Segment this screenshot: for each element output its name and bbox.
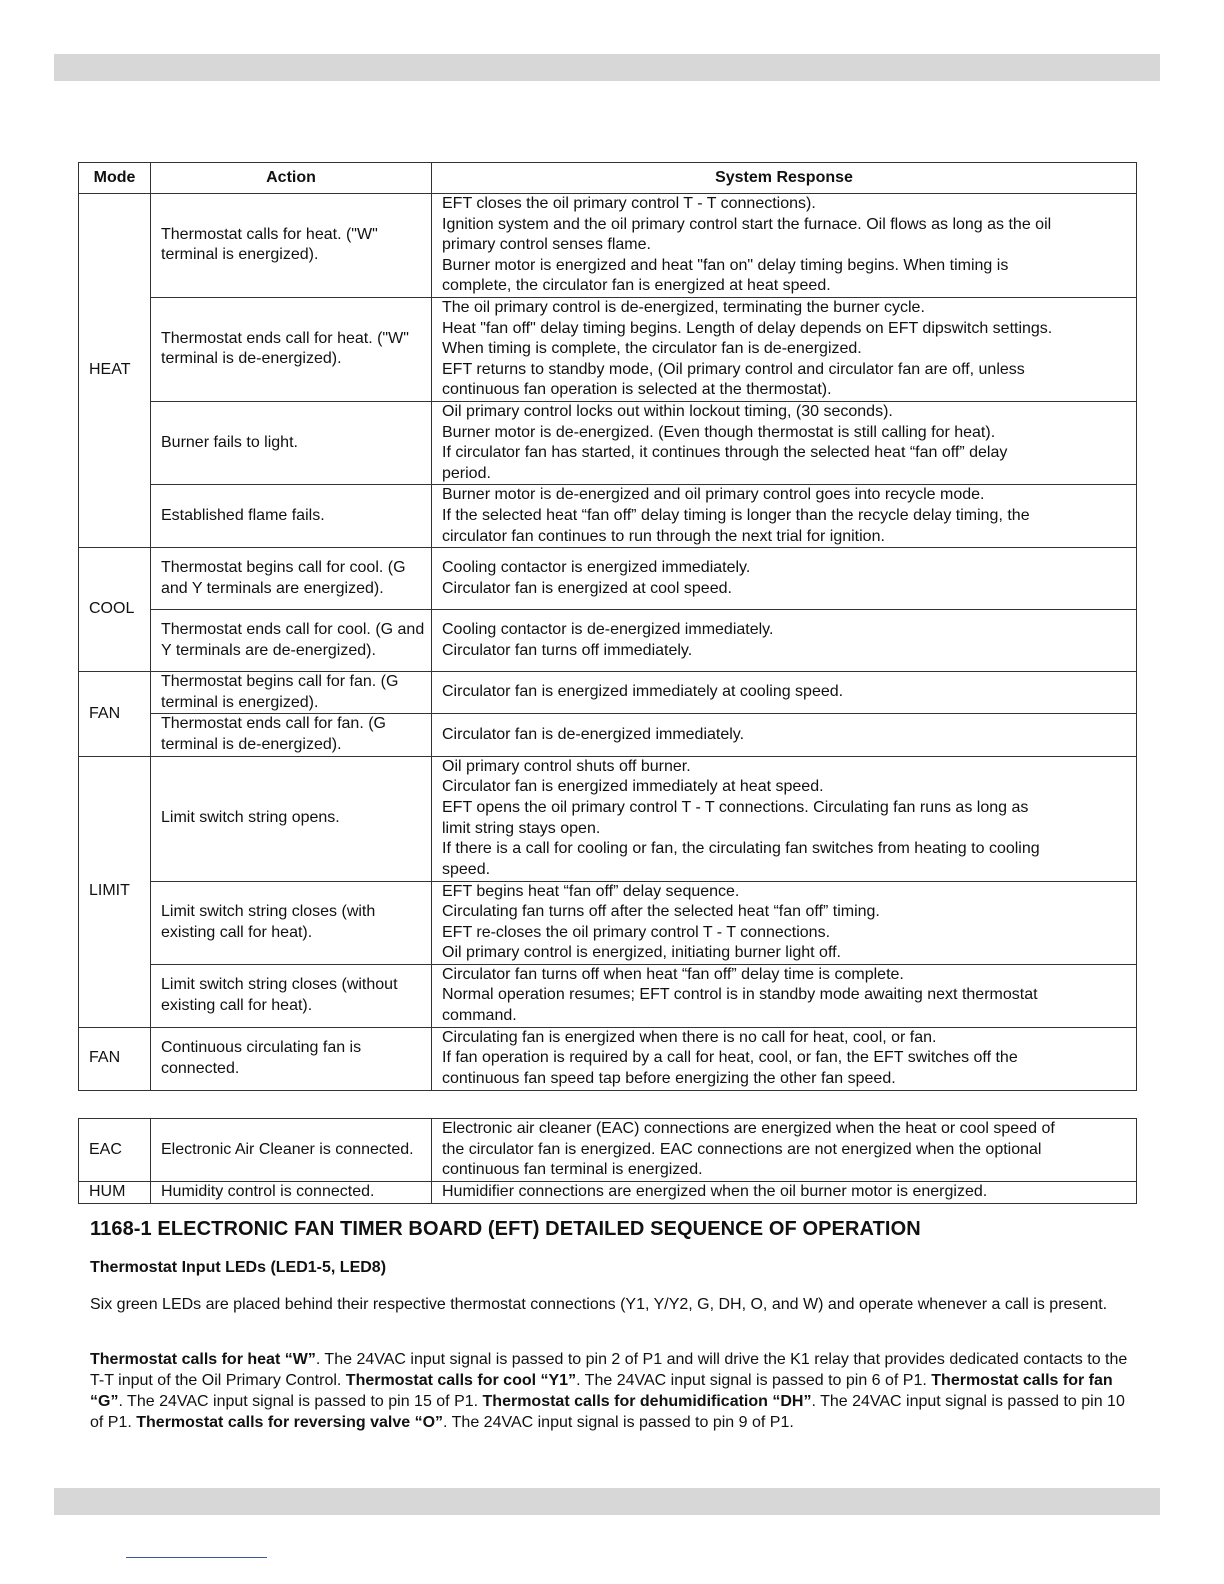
mode-cell-fan-continuous: FAN xyxy=(79,1027,151,1090)
action-cell: Thermostat begins call for fan. (G terminal is energized). xyxy=(151,672,432,714)
action-cell: Limit switch string opens. xyxy=(151,756,432,881)
table-row xyxy=(79,714,1137,756)
mode-cell-hum: HUM xyxy=(79,1182,151,1204)
action-cell: Limit switch string closes (with existing call for heat). xyxy=(151,881,432,964)
response-cell: Cooling contactor is de-energized immediately. Circulator fan turns off immediately. xyxy=(432,610,1137,672)
table-row xyxy=(79,1119,1137,1182)
section-subtitle: Thermostat Input LEDs (LED1-5, LED8) xyxy=(90,1259,387,1276)
table-row xyxy=(79,610,1137,672)
response-cell: Burner motor is de-energized and oil primary control goes into recycle mode. If the selected heat “fan off” delay timing is longer than the recycle delay timing, the circulator fan continues to run through the next trial for ignition. xyxy=(432,485,1137,548)
response-cell: EFT begins heat “fan off” delay sequence. Circulating fan turns off after the selected heat “fan off” timing. EFT re-closes the oil primary control T - T connections. Oil primary control is energized, initiating burner light off. xyxy=(432,881,1137,964)
mode-cell-fan: FAN xyxy=(79,672,151,756)
action-cell: Electronic Air Cleaner is connected. xyxy=(151,1119,432,1182)
table-row xyxy=(79,756,1137,881)
mode-cell-cool: COOL xyxy=(79,548,151,672)
action-cell: Burner fails to light. xyxy=(151,401,432,484)
accessory-table xyxy=(78,1118,1137,1204)
action-cell: Thermostat calls for heat. ("W" terminal is energized). xyxy=(151,194,432,298)
response-cell: Oil primary control locks out within lockout timing, (30 seconds). Burner motor is de-energized. (Even though thermostat is still calling for heat). If circulator fan has started, it continues through the selected heat “fan off” delay period. xyxy=(432,401,1137,484)
sequence-of-operation-table xyxy=(78,162,1137,1091)
table-row xyxy=(79,297,1137,401)
column-header-mode: Mode xyxy=(79,163,151,194)
footer-rule xyxy=(126,1557,267,1558)
thermostat-calls-paragraph xyxy=(90,1349,1130,1433)
column-header-system-response: System Response xyxy=(432,163,1137,194)
call-label: Thermostat calls for cool “Y1” xyxy=(345,1372,577,1389)
column-header-action: Action xyxy=(151,163,432,194)
call-label: Thermostat calls for fan “G” xyxy=(90,1372,1113,1410)
response-cell: Cooling contactor is energized immediately. Circulator fan is energized at cool speed. xyxy=(432,548,1137,610)
intro-paragraph: Six green LEDs are placed behind their respective thermostat connections (Y1, Y/Y2, G, DH, O, and W) and operate whenever a call is present. xyxy=(90,1296,1108,1313)
mode-cell-heat: HEAT xyxy=(79,194,151,548)
action-cell: Humidity control is connected. xyxy=(151,1182,432,1204)
call-text: . The 24VAC input signal is passed to pin 15 of P1. xyxy=(118,1393,483,1410)
call-text: . The 24VAC input signal is passed to pin 6 of P1. xyxy=(576,1372,932,1389)
table-row xyxy=(79,964,1137,1027)
mode-cell-limit: LIMIT xyxy=(79,756,151,1027)
table-row xyxy=(79,548,1137,610)
response-cell: Electronic air cleaner (EAC) connections are energized when the heat or cool speed of the circulator fan is energized. EAC connections are not energized when the optional continuous fan terminal is energized. xyxy=(432,1119,1137,1182)
action-cell: Limit switch string closes (without existing call for heat). xyxy=(151,964,432,1027)
response-cell: Oil primary control shuts off burner. Circulator fan is energized immediately at heat speed. EFT opens the oil primary control T - T connections. Circulating fan runs as long as limit string stays open. If there is a call for cooling or fan, the circulating fan switches from heating to cooling speed. xyxy=(432,756,1137,881)
call-label: Thermostat calls for reversing valve “O” xyxy=(136,1414,444,1431)
table-row xyxy=(79,1027,1137,1090)
response-cell: Circulator fan is energized immediately at cooling speed. xyxy=(432,672,1137,714)
call-label: Thermostat calls for heat “W” xyxy=(90,1351,316,1368)
response-cell: Circulating fan is energized when there is no call for heat, cool, or fan. If fan operation is required by a call for heat, cool, or fan, the EFT switches off the continuous fan speed tap before energizing the other fan speed. xyxy=(432,1027,1137,1090)
action-cell: Thermostat begins call for cool. (G and Y terminals are energized). xyxy=(151,548,432,610)
table-row xyxy=(79,881,1137,964)
section-title: 1168-1 ELECTRONIC FAN TIMER BOARD (EFT) DETAILED SEQUENCE OF OPERATION xyxy=(90,1218,921,1240)
action-cell: Established flame fails. xyxy=(151,485,432,548)
response-cell: Circulator fan turns off when heat “fan off” delay time is complete. Normal operation resumes; EFT control is in standby mode awaiting next thermostat command. xyxy=(432,964,1137,1027)
action-cell: Thermostat ends call for fan. (G terminal is de-energized). xyxy=(151,714,432,756)
call-text: . The 24VAC input signal is passed to pin 10 of P1. xyxy=(90,1393,1125,1431)
response-cell: EFT closes the oil primary control T - T connections). Ignition system and the oil primary control start the furnace. Oil flows as long as the oil primary control senses flame. Burner motor is energized and heat "fan on" delay timing begins. When timing is complete, the circulator fan is energized at heat speed. xyxy=(432,194,1137,298)
header-bar xyxy=(54,54,1160,81)
call-text: . The 24VAC input signal is passed to pin 2 of P1 and will drive the K1 relay that provides dedicated contacts to the T-T input of the Oil Primary Control. xyxy=(90,1351,1128,1389)
response-cell: Circulator fan is de-energized immediately. xyxy=(432,714,1137,756)
footer-bar xyxy=(54,1488,1160,1515)
action-cell: Thermostat ends call for heat. ("W" terminal is de-energized). xyxy=(151,297,432,401)
table-row xyxy=(79,194,1137,298)
table-row xyxy=(79,485,1137,548)
mode-cell-eac: EAC xyxy=(79,1119,151,1182)
response-cell: Humidifier connections are energized when the oil burner motor is energized. xyxy=(432,1182,1137,1204)
table-row xyxy=(79,672,1137,714)
table-row xyxy=(79,1182,1137,1204)
call-text: . The 24VAC input signal is passed to pin 9 of P1. xyxy=(443,1414,794,1431)
action-cell: Continuous circulating fan is connected. xyxy=(151,1027,432,1090)
action-cell: Thermostat ends call for cool. (G and Y terminals are de-energized). xyxy=(151,610,432,672)
table-header-row xyxy=(79,163,1137,194)
call-label: Thermostat calls for dehumidification “DH” xyxy=(482,1393,812,1410)
table-row xyxy=(79,401,1137,484)
response-cell: The oil primary control is de-energized, terminating the burner cycle. Heat "fan off" delay timing begins. Length of delay depends on EFT dipswitch settings. When timing is complete, the circulator fan is de-energized. EFT returns to standby mode, (Oil primary control and circulator fan are off, unless continuous fan operation is selected at the thermostat). xyxy=(432,297,1137,401)
